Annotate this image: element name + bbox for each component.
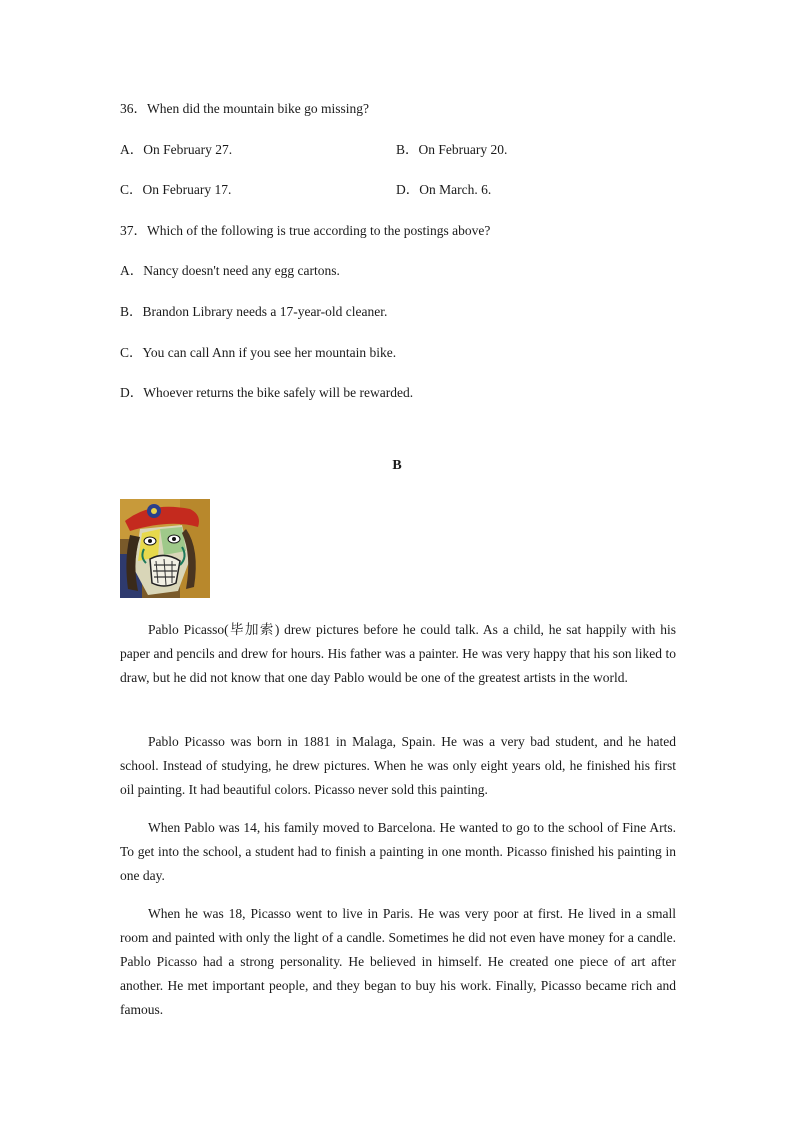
- question-36-option-c: C．On February 17.: [120, 182, 232, 197]
- question-37-option-b: B．Brandon Library needs a 17-year-old cleaner.: [120, 304, 388, 319]
- question-36-option-b: B．On February 20.: [396, 142, 508, 157]
- question-37-option-d: D．Whoever returns the bike safely will be rewarded.: [120, 385, 414, 400]
- section-title: B: [392, 458, 402, 473]
- paragraph-1: Pablo Picasso(毕加索) drew pictures before he could talk. As a child, he sat happily with his paper and pencils and drew for hours. His father was a painter. He was very happy that his son liked to draw, but he did not know that one day Pablo would be one of the greatest artists in the world.: [120, 622, 676, 685]
- question-36-option-d: D．On March. 6.: [396, 182, 492, 197]
- paragraph-4: When he was 18, Picasso went to live in Paris. He was very poor at first. He lived in a small room and painted with only the light of a candle. Sometimes he did not even have money for a candle. Pablo Picasso had a strong personality. He believed in himself. He created one piece of art after another. He met important people, and they began to buy his work. Finally, Picasso became rich and famous.: [120, 906, 676, 1017]
- paragraph-3: When Pablo was 14, his family moved to Barcelona. He wanted to go to the school of Fine Arts. To get into the school, a student had to finish a painting in one month. Picasso finished his painting in one day.: [120, 820, 676, 883]
- paragraph-2: Pablo Picasso was born in 1881 in Malaga, Spain. He was a very bad student, and he hated school. Instead of studying, he drew pictures. When he was only eight years old, he finished his first oil painting. It had beautiful colors. Picasso never sold this painting.: [120, 734, 676, 797]
- question-37-option-a: A．Nancy doesn't need any egg cartons.: [120, 263, 340, 278]
- question-37-stem: 37．Which of the following is true according to the postings above?: [120, 223, 491, 238]
- picasso-painting-image: [120, 499, 210, 598]
- question-37-option-c: C．You can call Ann if you see her mountain bike.: [120, 345, 397, 360]
- question-36-stem: 36．When did the mountain bike go missing?: [120, 101, 369, 116]
- question-36-option-a: A．On February 27.: [120, 142, 233, 157]
